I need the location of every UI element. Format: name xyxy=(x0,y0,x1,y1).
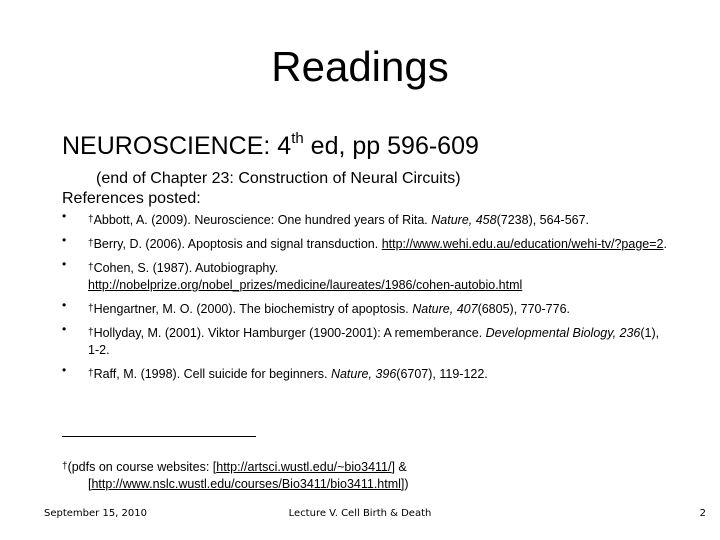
dagger-mark: † xyxy=(88,214,94,225)
footer-lecture: Lecture V. Cell Birth & Death xyxy=(288,508,432,519)
bullet-icon: • xyxy=(62,257,67,271)
reference-issue: (6707), 119-122. xyxy=(396,367,488,381)
references-heading: References posted: xyxy=(62,190,201,207)
reference-journal: Nature, 407 xyxy=(412,302,478,316)
reference-issue: (1), 1-2. xyxy=(88,326,660,357)
bullet-icon: • xyxy=(62,298,67,312)
reference-list xyxy=(62,211,672,383)
footnote-mid: ] & xyxy=(391,460,407,474)
reference-text: Hengartner, M. O. (2000). The biochemistry of apoptosis. xyxy=(93,302,413,316)
footnote-open: [ xyxy=(88,477,92,491)
bullet-icon: • xyxy=(62,363,67,377)
footer-date: September 15, 2010 xyxy=(44,508,147,519)
textbook-pages: ed, pp 596-609 xyxy=(303,132,479,160)
dagger-mark: † xyxy=(88,238,94,249)
reference-issue: (7238), 564-567. xyxy=(496,213,590,227)
reference-suffix: . xyxy=(663,237,667,251)
footnote xyxy=(62,458,662,493)
reference-issue: (6805), 770-776. xyxy=(477,302,570,316)
page-number: 2 xyxy=(699,508,706,519)
reference-journal: Nature, 396 xyxy=(330,367,397,381)
reference-text: Abbott, A. (2009). Neuroscience: One hundred years of Rita. xyxy=(93,213,432,227)
footnote-close: ]) xyxy=(400,477,409,491)
reference-text: Berry, D. (2006). Apoptosis and signal transduction. xyxy=(93,237,382,251)
dagger-mark: † xyxy=(88,368,94,379)
chapter-note: (end of Chapter 23: Construction of Neural Circuits) xyxy=(96,170,461,187)
reference-item xyxy=(62,300,672,318)
bullet-icon: • xyxy=(62,233,67,247)
slide-title: Readings xyxy=(271,43,449,90)
reference-item xyxy=(62,365,672,383)
reference-item xyxy=(62,259,672,294)
reference-text: Raff, M. (1998). Cell suicide for beginners. xyxy=(93,367,331,381)
bullet-icon: • xyxy=(62,322,67,336)
reference-link[interactable]: http://nobelprize.org/nobel_prizes/medicine/laureates/1986/cohen-autobio.html xyxy=(88,278,523,292)
reference-text: Cohen, S. (1987). Autobiography. xyxy=(93,261,279,275)
dagger-mark: † xyxy=(88,262,94,273)
reference-link[interactable]: http://www.wehi.edu.au/education/wehi-tv/?page=2 xyxy=(381,237,664,251)
dagger-mark: † xyxy=(88,327,94,338)
reference-item xyxy=(62,235,672,253)
reference-journal: Developmental Biology, 236 xyxy=(485,326,641,340)
reference-journal: Nature, 458 xyxy=(431,213,497,227)
edition-superscript: th xyxy=(291,130,304,147)
dagger-mark: † xyxy=(62,461,68,472)
artsci-link[interactable]: http://artsci.wustl.edu/~bio3411/ xyxy=(216,460,392,474)
footnote-divider xyxy=(62,436,256,437)
dagger-mark: † xyxy=(88,303,94,314)
reference-item xyxy=(62,324,672,359)
footnote-prefix: (pdfs on course websites: [ xyxy=(67,460,217,474)
bullet-icon: • xyxy=(62,209,67,223)
nslc-link[interactable]: http://www.nslc.wustl.edu/courses/Bio3411/bio3411.html xyxy=(91,477,401,491)
textbook-line xyxy=(62,130,479,161)
reference-item xyxy=(62,211,672,229)
textbook-name: NEUROSCIENCE: 4 xyxy=(62,132,292,160)
reference-text: Hollyday, M. (2001). Viktor Hamburger (1900-2001): A rememberance. xyxy=(93,326,486,340)
